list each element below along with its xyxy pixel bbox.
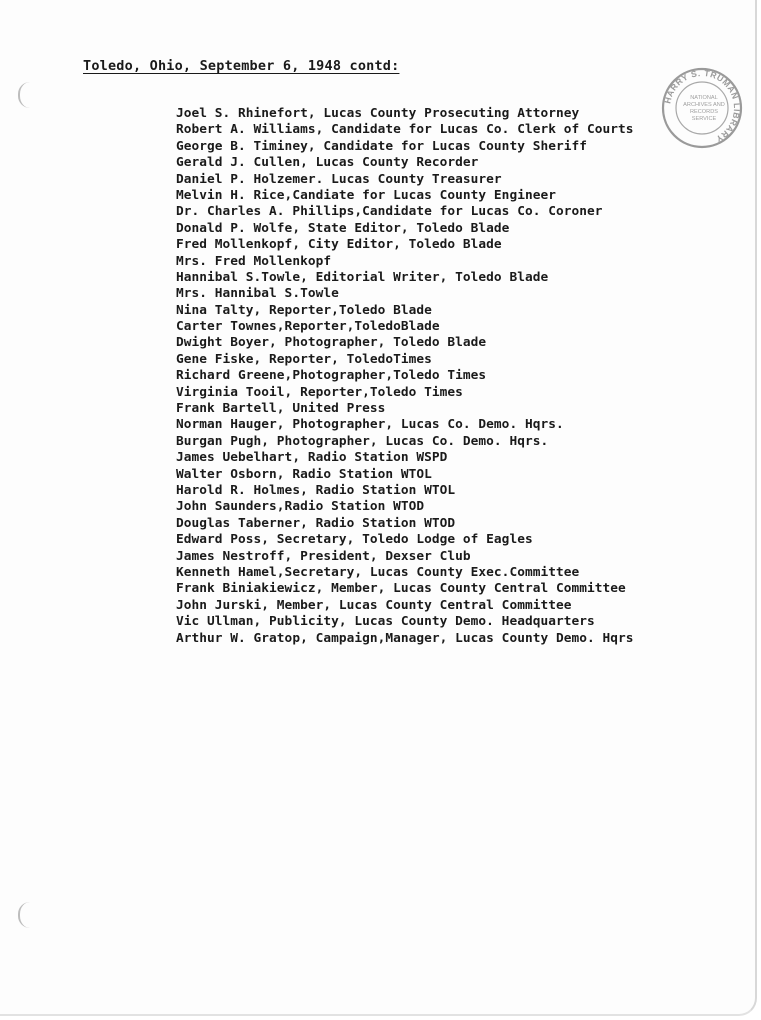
list-item: Richard Greene,Photographer,Toledo Times [176, 368, 487, 384]
list-item: Fred Mollenkopf, City Editor, Toledo Blade [176, 237, 502, 253]
list-item: Robert A. Williams, Candidate for Lucas Co. Clerk of Courts [176, 122, 634, 138]
list-item: Virginia Tooil, Reporter,Toledo Times [176, 384, 463, 400]
list-item: George B. Timiney, Candidate for Lucas County Sheriff [176, 138, 587, 154]
list-item: Mrs. Fred Mollenkopf [176, 253, 332, 269]
list-item: James Uebelhart, Radio Station WSPD [176, 450, 448, 466]
list-item: Arthur W. Gratop, Campaign,Manager, Lucas County Demo. Hqrs [176, 630, 634, 646]
punch-hole-bottom [18, 902, 30, 928]
list-item: Norman Hauger, Photographer, Lucas Co. Demo. Hqrs. [176, 417, 564, 433]
stamp-outer-text: HARRY S. TRUMAN LIBRARY [662, 67, 743, 145]
list-item: Gerald J. Cullen, Lucas County Recorder [176, 155, 479, 171]
list-item: Daniel P. Holzemer. Lucas County Treasurer [176, 171, 502, 187]
punch-hole-top [18, 82, 30, 108]
archive-stamp [661, 67, 743, 149]
stamp-line: RECORDS [690, 109, 718, 115]
stamp-line: SERVICE [691, 116, 717, 122]
list-item: Walter Osborn, Radio Station WTOL [176, 466, 432, 482]
stamp-line: ARCHIVES AND [683, 102, 725, 108]
list-item: Frank Bartell, United Press [176, 401, 386, 417]
list-item: John Jurski, Member, Lucas County Central Committee [176, 597, 572, 613]
list-item: Kenneth Hamel,Secretary, Lucas County Exec.Committee [176, 564, 580, 580]
guest-list [176, 106, 634, 647]
list-item: Vic Ullman, Publicity, Lucas County Demo. Headquarters [176, 614, 595, 630]
list-item: Mrs. Hannibal S.Towle [176, 286, 339, 302]
list-item: Harold R. Holmes, Radio Station WTOL [176, 482, 456, 498]
list-item: Hannibal S.Towle, Editorial Writer, Toledo Blade [176, 269, 549, 285]
list-item: Gene Fiske, Reporter, ToledoTimes [176, 351, 432, 367]
page-heading: Toledo, Ohio, September 6, 1948 contd: [83, 58, 400, 74]
list-item: Melvin H. Rice,Candiate for Lucas County Engineer [176, 187, 556, 203]
list-item: Dwight Boyer, Photographer, Toledo Blade [176, 335, 487, 351]
list-item: Frank Biniakiewicz, Member, Lucas County Central Committee [176, 581, 626, 597]
list-item: James Nestroff, President, Dexser Club [176, 548, 471, 564]
list-item: Douglas Taberner, Radio Station WTOD [176, 515, 456, 531]
stamp-line: NATIONAL [690, 95, 718, 101]
list-item: Joel S. Rhinefort, Lucas County Prosecuting Attorney [176, 106, 580, 121]
list-item: Donald P. Wolfe, State Editor, Toledo Blade [176, 220, 510, 236]
list-item: Carter Townes,Reporter,ToledoBlade [176, 319, 440, 335]
list-item: Burgan Pugh, Photographer, Lucas Co. Demo. Hqrs. [176, 433, 549, 449]
list-item: John Saunders,Radio Station WTOD [176, 499, 425, 515]
list-item: Nina Talty, Reporter,Toledo Blade [176, 302, 432, 318]
list-item: Edward Poss, Secretary, Toledo Lodge of Eagles [176, 532, 533, 548]
list-item: Dr. Charles A. Phillips,Candidate for Lucas Co. Coroner [176, 204, 603, 220]
